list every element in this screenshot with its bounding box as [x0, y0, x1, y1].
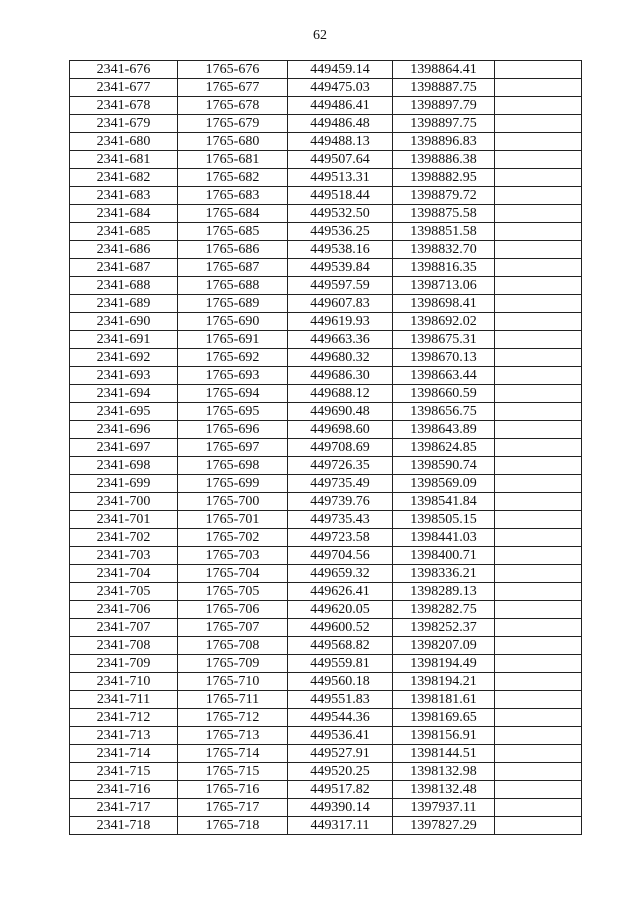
y-coordinate-cell: 1398252.37	[393, 619, 495, 637]
ref-id-cell: 1765-679	[178, 115, 288, 133]
table-row	[70, 403, 582, 421]
x-coordinate-cell: 449735.49	[288, 475, 393, 493]
point-id-cell: 2341-694	[70, 385, 178, 403]
empty-cell	[495, 79, 582, 97]
ref-id-cell: 1765-684	[178, 205, 288, 223]
x-coordinate-cell: 449680.32	[288, 349, 393, 367]
y-coordinate-cell: 1398879.72	[393, 187, 495, 205]
point-id-cell: 2341-684	[70, 205, 178, 223]
point-id-cell: 2341-698	[70, 457, 178, 475]
ref-id-cell: 1765-696	[178, 421, 288, 439]
ref-id-cell: 1765-704	[178, 565, 288, 583]
y-coordinate-cell: 1398875.58	[393, 205, 495, 223]
table-row	[70, 601, 582, 619]
ref-id-cell: 1765-711	[178, 691, 288, 709]
x-coordinate-cell: 449539.84	[288, 259, 393, 277]
x-coordinate-cell: 449532.50	[288, 205, 393, 223]
ref-id-cell: 1765-706	[178, 601, 288, 619]
x-coordinate-cell: 449520.25	[288, 763, 393, 781]
point-id-cell: 2341-700	[70, 493, 178, 511]
x-coordinate-cell: 449708.69	[288, 439, 393, 457]
point-id-cell: 2341-692	[70, 349, 178, 367]
y-coordinate-cell: 1398194.21	[393, 673, 495, 691]
empty-cell	[495, 205, 582, 223]
ref-id-cell: 1765-708	[178, 637, 288, 655]
x-coordinate-cell: 449659.32	[288, 565, 393, 583]
empty-cell	[495, 277, 582, 295]
point-id-cell: 2341-678	[70, 97, 178, 115]
y-coordinate-cell: 1398541.84	[393, 493, 495, 511]
point-id-cell: 2341-679	[70, 115, 178, 133]
table-row	[70, 61, 582, 79]
empty-cell	[495, 295, 582, 313]
x-coordinate-cell: 449723.58	[288, 529, 393, 547]
ref-id-cell: 1765-701	[178, 511, 288, 529]
empty-cell	[495, 565, 582, 583]
x-coordinate-cell: 449517.82	[288, 781, 393, 799]
y-coordinate-cell: 1398692.02	[393, 313, 495, 331]
table-row	[70, 277, 582, 295]
x-coordinate-cell: 449600.52	[288, 619, 393, 637]
point-id-cell: 2341-686	[70, 241, 178, 259]
table-row	[70, 367, 582, 385]
x-coordinate-cell: 449568.82	[288, 637, 393, 655]
point-id-cell: 2341-712	[70, 709, 178, 727]
ref-id-cell: 1765-686	[178, 241, 288, 259]
y-coordinate-cell: 1398441.03	[393, 529, 495, 547]
table-row	[70, 349, 582, 367]
table-row	[70, 529, 582, 547]
y-coordinate-cell: 1397937.11	[393, 799, 495, 817]
ref-id-cell: 1765-690	[178, 313, 288, 331]
ref-id-cell: 1765-699	[178, 475, 288, 493]
table-row	[70, 259, 582, 277]
x-coordinate-cell: 449726.35	[288, 457, 393, 475]
ref-id-cell: 1765-714	[178, 745, 288, 763]
x-coordinate-cell: 449560.18	[288, 673, 393, 691]
ref-id-cell: 1765-709	[178, 655, 288, 673]
y-coordinate-cell: 1398132.98	[393, 763, 495, 781]
y-coordinate-cell: 1398181.61	[393, 691, 495, 709]
empty-cell	[495, 529, 582, 547]
x-coordinate-cell: 449704.56	[288, 547, 393, 565]
table-row	[70, 169, 582, 187]
ref-id-cell: 1765-717	[178, 799, 288, 817]
empty-cell	[495, 169, 582, 187]
table-row	[70, 331, 582, 349]
empty-cell	[495, 799, 582, 817]
point-id-cell: 2341-707	[70, 619, 178, 637]
point-id-cell: 2341-703	[70, 547, 178, 565]
ref-id-cell: 1765-678	[178, 97, 288, 115]
y-coordinate-cell: 1398864.41	[393, 61, 495, 79]
y-coordinate-cell: 1398132.48	[393, 781, 495, 799]
empty-cell	[495, 817, 582, 835]
point-id-cell: 2341-677	[70, 79, 178, 97]
ref-id-cell: 1765-693	[178, 367, 288, 385]
ref-id-cell: 1765-689	[178, 295, 288, 313]
ref-id-cell: 1765-712	[178, 709, 288, 727]
empty-cell	[495, 619, 582, 637]
x-coordinate-cell: 449390.14	[288, 799, 393, 817]
page-number: 62	[313, 28, 327, 43]
y-coordinate-cell: 1398851.58	[393, 223, 495, 241]
table-row	[70, 763, 582, 781]
table-row	[70, 637, 582, 655]
empty-cell	[495, 763, 582, 781]
x-coordinate-cell: 449619.93	[288, 313, 393, 331]
y-coordinate-cell: 1398660.59	[393, 385, 495, 403]
x-coordinate-cell: 449536.41	[288, 727, 393, 745]
x-coordinate-cell: 449607.83	[288, 295, 393, 313]
ref-id-cell: 1765-695	[178, 403, 288, 421]
y-coordinate-cell: 1398896.83	[393, 133, 495, 151]
point-id-cell: 2341-702	[70, 529, 178, 547]
x-coordinate-cell: 449626.41	[288, 583, 393, 601]
x-coordinate-cell: 449536.25	[288, 223, 393, 241]
empty-cell	[495, 367, 582, 385]
table-row	[70, 673, 582, 691]
ref-id-cell: 1765-716	[178, 781, 288, 799]
x-coordinate-cell: 449597.59	[288, 277, 393, 295]
ref-id-cell: 1765-683	[178, 187, 288, 205]
y-coordinate-cell: 1398169.65	[393, 709, 495, 727]
point-id-cell: 2341-697	[70, 439, 178, 457]
ref-id-cell: 1765-707	[178, 619, 288, 637]
empty-cell	[495, 637, 582, 655]
empty-cell	[495, 691, 582, 709]
ref-id-cell: 1765-681	[178, 151, 288, 169]
y-coordinate-cell: 1398156.91	[393, 727, 495, 745]
y-coordinate-cell: 1398400.71	[393, 547, 495, 565]
empty-cell	[495, 385, 582, 403]
empty-cell	[495, 115, 582, 133]
point-id-cell: 2341-715	[70, 763, 178, 781]
point-id-cell: 2341-705	[70, 583, 178, 601]
x-coordinate-cell: 449620.05	[288, 601, 393, 619]
table-row	[70, 655, 582, 673]
y-coordinate-cell: 1398670.13	[393, 349, 495, 367]
table-row	[70, 421, 582, 439]
ref-id-cell: 1765-703	[178, 547, 288, 565]
table-row	[70, 385, 582, 403]
ref-id-cell: 1765-680	[178, 133, 288, 151]
point-id-cell: 2341-687	[70, 259, 178, 277]
point-id-cell: 2341-682	[70, 169, 178, 187]
table-row	[70, 817, 582, 835]
ref-id-cell: 1765-718	[178, 817, 288, 835]
y-coordinate-cell: 1398590.74	[393, 457, 495, 475]
table-row	[70, 295, 582, 313]
table-row	[70, 511, 582, 529]
point-id-cell: 2341-695	[70, 403, 178, 421]
empty-cell	[495, 493, 582, 511]
table-row	[70, 151, 582, 169]
point-id-cell: 2341-688	[70, 277, 178, 295]
x-coordinate-cell: 449690.48	[288, 403, 393, 421]
table-row	[70, 313, 582, 331]
y-coordinate-cell: 1398505.15	[393, 511, 495, 529]
x-coordinate-cell: 449507.64	[288, 151, 393, 169]
point-id-cell: 2341-716	[70, 781, 178, 799]
table-row	[70, 781, 582, 799]
x-coordinate-cell: 449544.36	[288, 709, 393, 727]
x-coordinate-cell: 449518.44	[288, 187, 393, 205]
table-row	[70, 583, 582, 601]
table-row	[70, 799, 582, 817]
point-id-cell: 2341-691	[70, 331, 178, 349]
ref-id-cell: 1765-692	[178, 349, 288, 367]
ref-id-cell: 1765-688	[178, 277, 288, 295]
empty-cell	[495, 421, 582, 439]
ref-id-cell: 1765-710	[178, 673, 288, 691]
point-id-cell: 2341-708	[70, 637, 178, 655]
x-coordinate-cell: 449688.12	[288, 385, 393, 403]
empty-cell	[495, 349, 582, 367]
y-coordinate-cell: 1398569.09	[393, 475, 495, 493]
point-id-cell: 2341-717	[70, 799, 178, 817]
point-id-cell: 2341-710	[70, 673, 178, 691]
empty-cell	[495, 313, 582, 331]
x-coordinate-cell: 449735.43	[288, 511, 393, 529]
y-coordinate-cell: 1398897.79	[393, 97, 495, 115]
y-coordinate-cell: 1398207.09	[393, 637, 495, 655]
table-row	[70, 493, 582, 511]
table-row	[70, 205, 582, 223]
x-coordinate-cell: 449486.41	[288, 97, 393, 115]
y-coordinate-cell: 1398336.21	[393, 565, 495, 583]
point-id-cell: 2341-704	[70, 565, 178, 583]
ref-id-cell: 1765-715	[178, 763, 288, 781]
x-coordinate-cell: 449488.13	[288, 133, 393, 151]
table-row	[70, 727, 582, 745]
ref-id-cell: 1765-702	[178, 529, 288, 547]
x-coordinate-cell: 449551.83	[288, 691, 393, 709]
table-row	[70, 187, 582, 205]
table-body	[70, 61, 582, 835]
y-coordinate-cell: 1398675.31	[393, 331, 495, 349]
empty-cell	[495, 709, 582, 727]
table-row	[70, 565, 582, 583]
y-coordinate-cell: 1398698.41	[393, 295, 495, 313]
ref-id-cell: 1765-685	[178, 223, 288, 241]
point-id-cell: 2341-693	[70, 367, 178, 385]
empty-cell	[495, 223, 582, 241]
x-coordinate-cell: 449459.14	[288, 61, 393, 79]
point-id-cell: 2341-680	[70, 133, 178, 151]
point-id-cell: 2341-676	[70, 61, 178, 79]
x-coordinate-cell: 449686.30	[288, 367, 393, 385]
x-coordinate-cell: 449739.76	[288, 493, 393, 511]
ref-id-cell: 1765-676	[178, 61, 288, 79]
x-coordinate-cell: 449698.60	[288, 421, 393, 439]
empty-cell	[495, 331, 582, 349]
point-id-cell: 2341-709	[70, 655, 178, 673]
point-id-cell: 2341-696	[70, 421, 178, 439]
empty-cell	[495, 439, 582, 457]
y-coordinate-cell: 1398194.49	[393, 655, 495, 673]
x-coordinate-cell: 449559.81	[288, 655, 393, 673]
y-coordinate-cell: 1398816.35	[393, 259, 495, 277]
ref-id-cell: 1765-694	[178, 385, 288, 403]
table-row	[70, 547, 582, 565]
table-row	[70, 475, 582, 493]
x-coordinate-cell: 449475.03	[288, 79, 393, 97]
empty-cell	[495, 547, 582, 565]
point-id-cell: 2341-699	[70, 475, 178, 493]
empty-cell	[495, 673, 582, 691]
table-row	[70, 439, 582, 457]
ref-id-cell: 1765-687	[178, 259, 288, 277]
table-row	[70, 241, 582, 259]
table-row	[70, 79, 582, 97]
y-coordinate-cell: 1398624.85	[393, 439, 495, 457]
y-coordinate-cell: 1398656.75	[393, 403, 495, 421]
x-coordinate-cell: 449513.31	[288, 169, 393, 187]
point-id-cell: 2341-690	[70, 313, 178, 331]
y-coordinate-cell: 1398832.70	[393, 241, 495, 259]
ref-id-cell: 1765-705	[178, 583, 288, 601]
table-row	[70, 115, 582, 133]
empty-cell	[495, 655, 582, 673]
table-row	[70, 709, 582, 727]
table-row	[70, 619, 582, 637]
coordinates-table	[69, 60, 582, 835]
point-id-cell: 2341-689	[70, 295, 178, 313]
y-coordinate-cell: 1398882.95	[393, 169, 495, 187]
empty-cell	[495, 259, 582, 277]
table-row	[70, 223, 582, 241]
y-coordinate-cell: 1398144.51	[393, 745, 495, 763]
y-coordinate-cell: 1398886.38	[393, 151, 495, 169]
empty-cell	[495, 511, 582, 529]
x-coordinate-cell: 449663.36	[288, 331, 393, 349]
empty-cell	[495, 151, 582, 169]
y-coordinate-cell: 1398289.13	[393, 583, 495, 601]
y-coordinate-cell: 1398663.44	[393, 367, 495, 385]
point-id-cell: 2341-711	[70, 691, 178, 709]
y-coordinate-cell: 1398887.75	[393, 79, 495, 97]
empty-cell	[495, 241, 582, 259]
empty-cell	[495, 475, 582, 493]
empty-cell	[495, 727, 582, 745]
empty-cell	[495, 403, 582, 421]
x-coordinate-cell: 449538.16	[288, 241, 393, 259]
empty-cell	[495, 97, 582, 115]
ref-id-cell: 1765-691	[178, 331, 288, 349]
point-id-cell: 2341-713	[70, 727, 178, 745]
point-id-cell: 2341-701	[70, 511, 178, 529]
table-row	[70, 457, 582, 475]
x-coordinate-cell: 449317.11	[288, 817, 393, 835]
empty-cell	[495, 187, 582, 205]
empty-cell	[495, 601, 582, 619]
ref-id-cell: 1765-700	[178, 493, 288, 511]
point-id-cell: 2341-685	[70, 223, 178, 241]
y-coordinate-cell: 1398713.06	[393, 277, 495, 295]
ref-id-cell: 1765-677	[178, 79, 288, 97]
y-coordinate-cell: 1397827.29	[393, 817, 495, 835]
point-id-cell: 2341-706	[70, 601, 178, 619]
x-coordinate-cell: 449486.48	[288, 115, 393, 133]
ref-id-cell: 1765-713	[178, 727, 288, 745]
point-id-cell: 2341-718	[70, 817, 178, 835]
table-row	[70, 97, 582, 115]
table-row	[70, 745, 582, 763]
table-row	[70, 133, 582, 151]
x-coordinate-cell: 449527.91	[288, 745, 393, 763]
empty-cell	[495, 457, 582, 475]
point-id-cell: 2341-681	[70, 151, 178, 169]
table-row	[70, 691, 582, 709]
empty-cell	[495, 583, 582, 601]
ref-id-cell: 1765-697	[178, 439, 288, 457]
ref-id-cell: 1765-698	[178, 457, 288, 475]
y-coordinate-cell: 1398643.89	[393, 421, 495, 439]
y-coordinate-cell: 1398282.75	[393, 601, 495, 619]
point-id-cell: 2341-714	[70, 745, 178, 763]
empty-cell	[495, 61, 582, 79]
point-id-cell: 2341-683	[70, 187, 178, 205]
empty-cell	[495, 781, 582, 799]
empty-cell	[495, 745, 582, 763]
y-coordinate-cell: 1398897.75	[393, 115, 495, 133]
ref-id-cell: 1765-682	[178, 169, 288, 187]
empty-cell	[495, 133, 582, 151]
